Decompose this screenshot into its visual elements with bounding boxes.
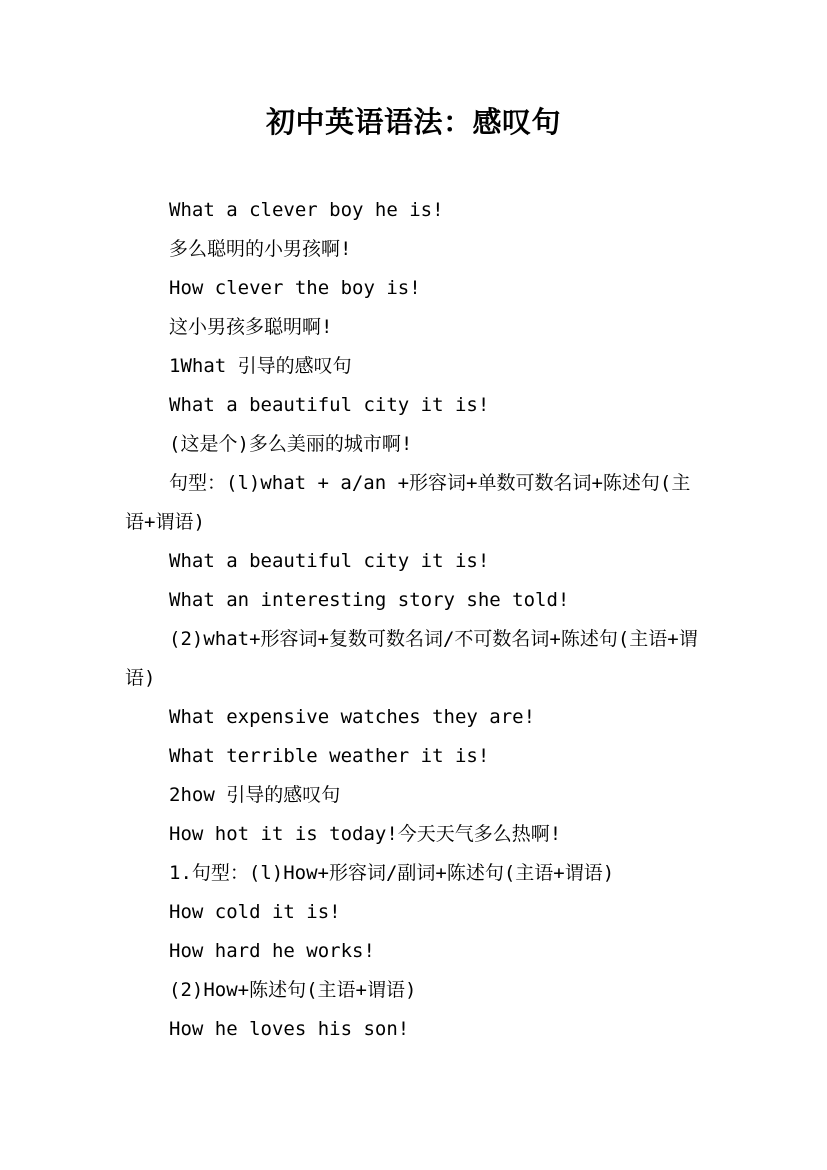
sentence-pattern: 句型：(l)what + a/an +形容词+单数可数名词+陈述句(主语+谓语) xyxy=(125,472,691,533)
sentence-pattern: (2)How+陈述句(主语+谓语) xyxy=(169,979,417,1001)
paragraph: How he loves his son! xyxy=(169,1018,410,1040)
paragraph: What a beautiful city it is! xyxy=(169,394,490,416)
paragraph: What an interesting story she told! xyxy=(169,589,570,611)
paragraph: 多么聪明的小男孩啊! xyxy=(169,238,352,260)
sentence-pattern: 1.句型：(l)How+形容词/副词+陈述句(主语+谓语) xyxy=(169,862,615,884)
section-heading: 1What 引导的感叹句 xyxy=(169,355,352,377)
paragraph: What a clever boy he is! xyxy=(169,199,444,221)
paragraph: 这小男孩多聪明啊! xyxy=(169,316,333,338)
paragraph: What a beautiful city it is! xyxy=(169,550,490,572)
paragraph: (这是个)多么美丽的城市啊! xyxy=(169,433,413,455)
section-heading: 2how 引导的感叹句 xyxy=(169,784,341,806)
paragraph: How hard he works! xyxy=(169,940,375,962)
paragraph: How clever the boy is! xyxy=(169,277,421,299)
paragraph: How cold it is! xyxy=(169,901,341,923)
sentence-pattern: (2)what+形容词+复数可数名词/不可数名词+陈述句(主语+谓语) xyxy=(125,628,698,689)
document-title: 初中英语语法：感叹句 xyxy=(265,105,561,139)
paragraph: What expensive watches they are! xyxy=(169,706,536,728)
document-body xyxy=(125,191,707,1049)
paragraph: What terrible weather it is! xyxy=(169,745,490,767)
paragraph: How hot it is today!今天天气多么热啊! xyxy=(169,823,562,845)
